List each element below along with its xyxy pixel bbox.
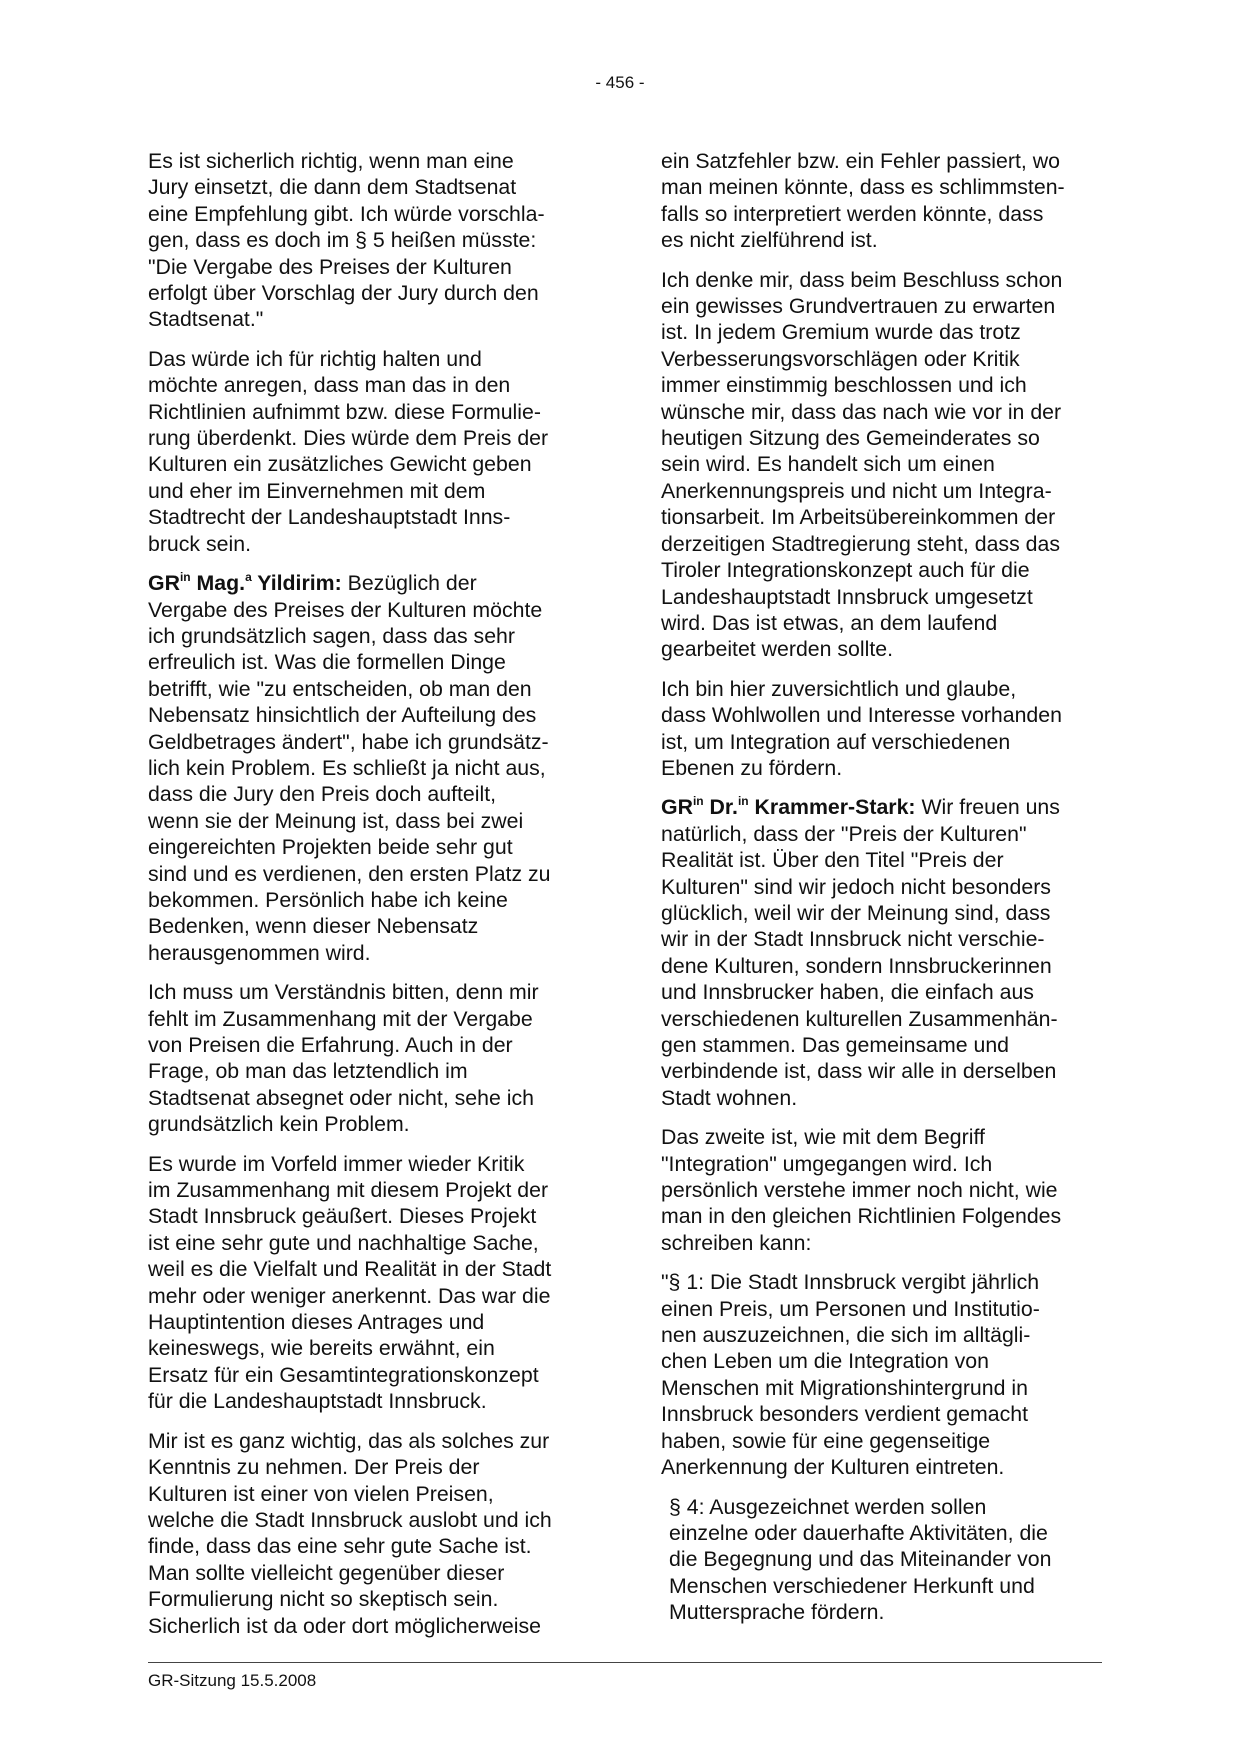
speech-start: Bezüglich der — [341, 571, 477, 596]
text-line: Geldbetrages ändert", habe ich grundsätz- — [148, 729, 549, 754]
paragraph — [148, 979, 603, 1137]
text-line: ein gewisses Grundvertrauen zu erwarten — [661, 294, 1056, 319]
text-line: Menschen mit Migrationshintergrund in — [661, 1375, 1028, 1400]
text-line: weil es die Vielfalt und Realität in der Stadt — [148, 1257, 552, 1282]
text-line: Es wurde im Vorfeld immer wieder Kritik — [148, 1151, 525, 1176]
text-line: verbindende ist, dass wir alle in derselben — [661, 1059, 1057, 1084]
text-line: ist. In jedem Gremium wurde das trotz — [661, 320, 1021, 345]
text-line: betrifft, wie "zu entscheiden, ob man den — [148, 676, 532, 701]
paragraph — [148, 1151, 603, 1415]
paragraph — [661, 267, 1116, 663]
text-line: Man sollte vielleicht gegenüber dieser — [148, 1560, 505, 1585]
text-line: Stadt wohnen. — [661, 1085, 798, 1110]
text-line: gen stammen. Das gemeinsame und — [661, 1033, 1010, 1057]
text-line: natürlich, dass der "Preis der Kulturen" — [661, 821, 1027, 846]
left-column — [148, 148, 603, 1652]
paragraph — [661, 148, 1116, 254]
speech-start: Wir freuen uns — [915, 795, 1060, 820]
text-line: wenn sie der Meinung ist, dass bei zwei — [148, 808, 524, 833]
text-line: fehlt im Zusammenhang mit der Vergabe — [148, 1006, 533, 1031]
text-line: Richtlinien aufnimmt bzw. diese Formulie- — [148, 399, 541, 424]
speaker-paragraph — [148, 570, 603, 966]
text-line: Hauptintention dieses Antrages und — [148, 1310, 485, 1335]
text-line: gearbeitet werden sollte. — [661, 637, 894, 662]
text-line: Ich denke mir, dass beim Beschluss schon — [661, 267, 1063, 292]
text-line: Menschen verschiedener Herkunft und — [669, 1573, 1035, 1598]
speaker-role: GR — [661, 795, 693, 820]
text-line: Sicherlich ist da oder dort möglicherweise — [148, 1613, 541, 1638]
text-line: eingereichten Projekten beide sehr gut — [148, 835, 513, 860]
text-line: bruck sein. — [148, 531, 251, 556]
speaker-name — [661, 795, 916, 819]
text-line: Stadtrecht der Landeshauptstadt Inns- — [148, 505, 511, 530]
text-line: ein Satzfehler bzw. ein Fehler passiert, wo — [661, 149, 1060, 173]
text-line: erfolgt über Vorschlag der Jury durch den — [148, 281, 539, 306]
paragraph — [148, 346, 603, 557]
text-line: von Preisen die Erfahrung. Auch in der — [148, 1033, 513, 1057]
text-line: Mir ist es ganz wichtig, das als solches zur — [148, 1428, 550, 1453]
quote-paragraph — [661, 1494, 1116, 1626]
text-line: es nicht zielführend ist. — [661, 228, 878, 253]
text-line: Nebensatz hinsichtlich der Aufteilung des — [148, 703, 537, 728]
text-line: Das zweite ist, wie mit dem Begriff — [661, 1125, 985, 1150]
text-line: Muttersprache fördern. — [669, 1600, 885, 1625]
footer-session-date: GR-Sitzung 15.5.2008 — [148, 1671, 317, 1690]
text-line: haben, sowie für eine gegenseitige — [661, 1428, 991, 1453]
text-line: ich grundsätzlich sagen, dass das sehr — [148, 623, 515, 648]
text-line: für die Landeshauptstadt Innsbruck. — [148, 1389, 487, 1414]
text-line: Landeshauptstadt Innsbruck umgesetzt — [661, 584, 1033, 609]
text-line: Anerkennungspreis und nicht um Integra- — [661, 478, 1052, 503]
text-line: schreiben kann: — [661, 1230, 812, 1255]
speaker-name — [148, 571, 342, 595]
speaker-title: Dr. — [703, 795, 738, 820]
paragraph — [148, 148, 603, 333]
text-line: im Zusammenhang mit diesem Projekt der — [148, 1178, 549, 1203]
text-line: bekommen. Persönlich habe ich keine — [148, 887, 508, 912]
text-line: ist eine sehr gute und nachhaltige Sache, — [148, 1230, 539, 1255]
text-line: Stadt Innsbruck geäußert. Dieses Projekt — [148, 1204, 537, 1229]
text-line: Jury einsetzt, die dann dem Stadtsenat — [148, 175, 517, 200]
text-line: Kenntnis zu nehmen. Der Preis der — [148, 1455, 480, 1480]
text-line: nen auszuzeichnen, die sich im alltägli- — [661, 1323, 1031, 1348]
paragraph — [148, 1428, 603, 1639]
text-line: "Die Vergabe des Preises der Kulturen — [148, 254, 512, 279]
text-line: die Begegnung und das Miteinander von — [669, 1547, 1052, 1572]
text-line: Vergabe des Preises der Kulturen möchte — [148, 597, 543, 622]
speaker-line — [661, 794, 1116, 820]
text-line: eine Empfehlung gibt. Ich würde vorschla- — [148, 201, 545, 226]
text-line: Kulturen" sind wir jedoch nicht besonders — [661, 874, 1051, 899]
right-column — [661, 148, 1116, 1639]
text-line: Ersatz für ein Gesamtintegrationskonzept — [148, 1362, 539, 1387]
text-line: immer einstimmig beschlossen und ich — [661, 373, 1027, 398]
text-line: Verbesserungsvorschlägen oder Kritik — [661, 346, 1020, 371]
speaker-role-suffix: in — [179, 570, 191, 585]
text-line: "Integration" umgegangen wird. Ich — [661, 1151, 993, 1176]
text-line: Anerkennung der Kulturen eintreten. — [661, 1455, 1005, 1480]
text-line: chen Leben um die Integration von — [661, 1349, 989, 1374]
text-line: finde, dass das eine sehr gute Sache ist. — [148, 1534, 532, 1559]
speaker-role: GR — [148, 571, 180, 596]
text-line: glücklich, weil wir der Meinung sind, dass — [661, 900, 1051, 925]
text-line: Ich bin hier zuversichtlich und glaube, — [661, 676, 1017, 701]
text-line: wird. Das ist etwas, an dem laufend — [661, 610, 998, 635]
quote-paragraph — [661, 1269, 1116, 1480]
paragraph — [661, 1124, 1116, 1256]
text-line: sind und es verdienen, den ersten Platz zu — [148, 861, 551, 886]
speaker-surname: Yildirim: — [251, 571, 342, 596]
page-number: - 456 - — [595, 73, 645, 92]
text-line: Ich muss um Verständnis bitten, denn mir — [148, 980, 539, 1005]
text-line: man meinen könnte, dass es schlimmsten- — [661, 175, 1065, 200]
paragraph — [661, 676, 1116, 782]
speaker-role-suffix: in — [692, 794, 704, 809]
text-line: dene Kulturen, sondern Innsbruckerinnen — [661, 953, 1052, 978]
text-line: Kulturen ist einer von vielen Preisen, — [148, 1481, 494, 1506]
footer-divider — [148, 1662, 1102, 1663]
text-line: heutigen Sitzung des Gemeinderates so — [661, 426, 1040, 451]
speaker-title-suffix: a — [245, 570, 252, 585]
text-line: falls so interpretiert werden könnte, dass — [661, 201, 1044, 226]
speaker-title: Mag. — [190, 571, 246, 596]
speech-body — [148, 597, 603, 967]
text-line: Formulierung nicht so skeptisch sein. — [148, 1587, 499, 1612]
text-line: dass die Jury den Preis doch aufteilt, — [148, 782, 497, 807]
text-line: gen, dass es doch im § 5 heißen müsste: — [148, 228, 537, 253]
text-line: Frage, ob man das letztendlich im — [148, 1059, 468, 1084]
speaker-surname: Krammer-Stark: — [748, 795, 916, 820]
speaker-title-suffix: in — [737, 794, 749, 809]
text-line: verschiedenen kulturellen Zusammenhän- — [661, 1006, 1058, 1031]
text-line: und Innsbrucker haben, die einfach aus — [661, 980, 1034, 1005]
text-line: Innsbruck besonders verdient gemacht — [661, 1402, 1028, 1427]
text-line: Ebenen zu fördern. — [661, 755, 843, 780]
text-line: einen Preis, um Personen und Institutio- — [661, 1296, 1040, 1321]
text-line: Es ist sicherlich richtig, wenn man eine — [148, 149, 514, 173]
text-line: keineswegs, wie bereits erwähnt, ein — [148, 1336, 495, 1361]
text-line: mehr oder weniger anerkennt. Das war die — [148, 1283, 551, 1308]
speaker-paragraph — [661, 794, 1116, 1111]
text-line: Das würde ich für richtig halten und — [148, 346, 482, 371]
text-line: wir in der Stadt Innsbruck nicht verschie- — [661, 927, 1045, 952]
text-line: man in den gleichen Richtlinien Folgendes — [661, 1204, 1062, 1229]
text-line: "§ 1: Die Stadt Innsbruck vergibt jährlich — [661, 1270, 1040, 1295]
text-line: erfreulich ist. Was die formellen Dinge — [148, 650, 506, 675]
text-line: lich kein Problem. Es schließt ja nicht aus, — [148, 755, 546, 780]
text-line: Tiroler Integrationskonzept auch für die — [661, 558, 1030, 583]
text-line: grundsätzlich kein Problem. — [148, 1112, 410, 1137]
text-line: welche die Stadt Innsbruck auslobt und ich — [148, 1507, 552, 1532]
text-line: Stadtsenat absegnet oder nicht, sehe ich — [148, 1085, 534, 1110]
text-line: herausgenommen wird. — [148, 940, 371, 965]
text-line: Bedenken, wenn dieser Nebensatz — [148, 914, 479, 939]
text-line: Stadtsenat." — [148, 307, 264, 332]
speaker-line — [148, 570, 603, 596]
text-line: wünsche mir, dass das nach wie vor in der — [661, 399, 1062, 424]
text-line: und eher im Einvernehmen mit dem — [148, 478, 486, 503]
text-line: rung überdenkt. Dies würde dem Preis der — [148, 426, 549, 451]
text-line: sein wird. Es handelt sich um einen — [661, 452, 995, 477]
text-line: § 4: Ausgezeichnet werden sollen — [669, 1494, 987, 1519]
text-line: Realität ist. Über den Titel "Preis der — [661, 848, 1004, 873]
text-line: einzelne oder dauerhafte Aktivitäten, die — [669, 1520, 1048, 1545]
text-line: derzeitigen Stadtregierung steht, dass das — [661, 531, 1060, 556]
text-line: ist, um Integration auf verschiedenen — [661, 729, 1011, 754]
text-line: möchte anregen, dass man das in den — [148, 373, 511, 398]
text-line: Kulturen ein zusätzliches Gewicht geben — [148, 452, 532, 477]
text-line: persönlich verstehe immer noch nicht, wie — [661, 1178, 1058, 1203]
text-line: dass Wohlwollen und Interesse vorhanden — [661, 703, 1062, 728]
speech-body — [661, 821, 1116, 1111]
text-line: tionsarbeit. Im Arbeitsübereinkommen der — [661, 505, 1056, 530]
